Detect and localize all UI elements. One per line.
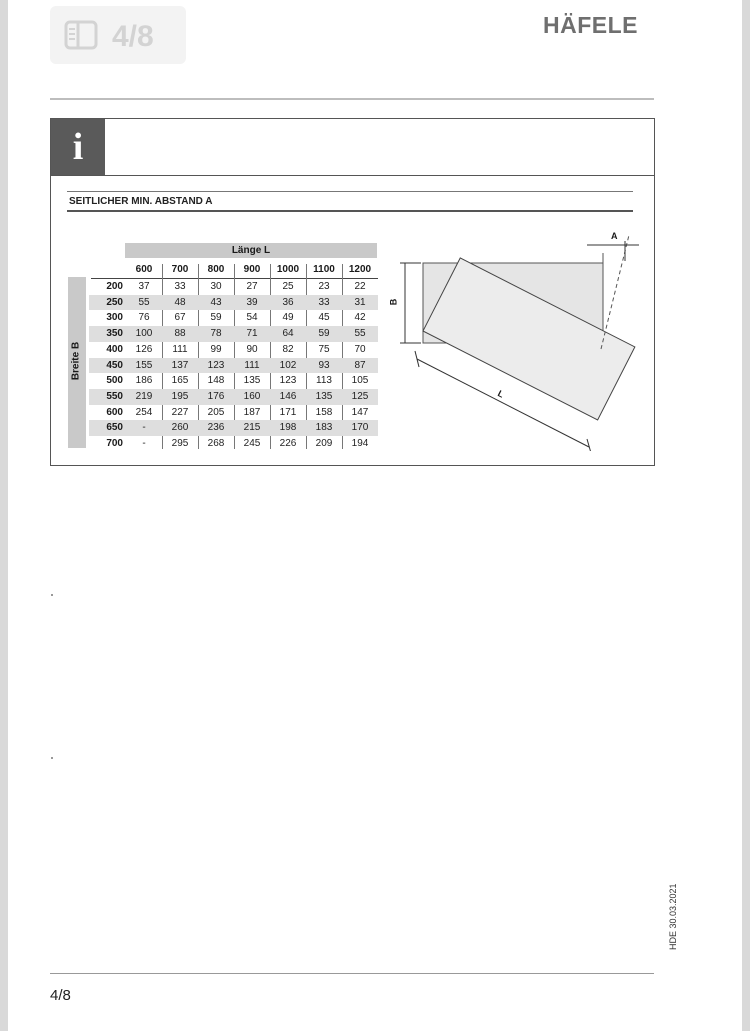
table-cell: 71	[246, 328, 258, 340]
table-cell: 64	[282, 328, 294, 340]
dimension-label-l: L	[496, 388, 506, 400]
table-cell: 194	[351, 438, 369, 449]
table-cell: 227	[171, 406, 189, 418]
table-cell: 39	[246, 296, 258, 308]
table-cell: 176	[207, 390, 225, 402]
column-header: 600	[135, 264, 153, 275]
row-label: 450	[106, 359, 123, 371]
table-row	[89, 389, 378, 405]
table-cell: 59	[318, 328, 330, 340]
table-cell: 198	[279, 422, 297, 434]
table-cell: 33	[318, 296, 330, 308]
table-cell: 55	[354, 328, 366, 340]
table-row	[89, 279, 378, 295]
table-cell: 146	[279, 390, 297, 402]
table-cell: 23	[318, 281, 330, 292]
table-cell: 195	[171, 390, 189, 402]
table-cell: 111	[172, 343, 188, 355]
table-cell: 160	[243, 390, 261, 402]
table-cell: 215	[243, 422, 261, 434]
column-header: 1200	[348, 264, 372, 275]
table-row	[89, 420, 378, 436]
table-cell: 30	[210, 281, 222, 292]
table-cell: 102	[279, 359, 297, 371]
row-label: 250	[106, 296, 123, 308]
row-label: 350	[106, 328, 123, 340]
column-header: 900	[243, 264, 261, 275]
table-cell: 155	[135, 359, 153, 371]
table-cell: 22	[354, 281, 366, 292]
pages-icon	[64, 20, 98, 50]
table-cell: 183	[315, 422, 333, 434]
page-count: 4/8	[112, 20, 154, 53]
footer-rule	[50, 973, 654, 974]
section-rule-bottom	[67, 210, 633, 212]
clearance-diagram	[391, 231, 643, 451]
column-header: 1000	[276, 264, 300, 275]
table-row	[89, 358, 378, 374]
table-cell: 99	[210, 343, 222, 355]
row-title-bar	[68, 277, 86, 448]
page-edge-right	[742, 0, 750, 1031]
table-cell: 70	[354, 343, 366, 355]
row-label: 400	[106, 343, 123, 355]
table-cell: 226	[279, 438, 297, 449]
table-cell: 33	[174, 281, 186, 292]
table-cell: 36	[282, 296, 294, 308]
column-header: 1100	[313, 264, 335, 275]
table-row	[89, 295, 378, 311]
column-header: 700	[171, 264, 189, 275]
info-box	[50, 118, 655, 466]
table-cell: 125	[351, 390, 369, 402]
info-icon: i	[51, 119, 105, 175]
page-indicator-badge[interactable]	[50, 6, 186, 64]
table-cell: 148	[207, 375, 225, 387]
table-cell: 260	[171, 422, 189, 434]
table-cell: 31	[354, 296, 366, 308]
table-cell: 254	[135, 406, 153, 418]
brand-logo: HÄFELE	[543, 12, 638, 38]
table-cell: 236	[207, 422, 225, 434]
column-header: 800	[207, 264, 225, 275]
table-cell: 105	[351, 375, 369, 387]
table-cell: 268	[207, 438, 225, 449]
table-cell: 158	[315, 406, 333, 418]
table-cell: 27	[246, 281, 258, 292]
table-cell: 187	[243, 406, 261, 418]
margin-mark	[51, 757, 53, 759]
row-label: 200	[106, 281, 123, 292]
table-row	[89, 326, 378, 342]
table-cell: 75	[318, 343, 330, 355]
table-cell: 43	[210, 296, 222, 308]
column-title: Länge L	[125, 243, 377, 258]
table-cell: 55	[138, 296, 150, 308]
table-cell: 48	[174, 296, 186, 308]
table-cell: 135	[315, 390, 333, 402]
row-label: 600	[106, 406, 123, 418]
row-title: Breite B	[70, 341, 82, 381]
table-cell: 59	[210, 312, 222, 324]
table-cell: 219	[135, 390, 153, 402]
table-cell: 93	[318, 359, 330, 371]
table-cell: 25	[282, 281, 294, 292]
dimension-label-a: A	[611, 231, 618, 241]
table-row	[89, 310, 378, 326]
dimension-label-b: B	[388, 298, 399, 306]
table-cell: 126	[135, 343, 153, 355]
table-cell: 100	[135, 328, 153, 340]
table-cell: 295	[171, 438, 189, 449]
table-cell: 137	[171, 359, 189, 371]
table-cell: 54	[246, 312, 258, 324]
table-cell: 170	[351, 422, 369, 434]
table-cell: 76	[138, 312, 150, 324]
document-date: HDE 30.03.2021	[668, 883, 678, 950]
table-cell: 78	[210, 328, 222, 340]
table-cell: 45	[318, 312, 330, 324]
section-title: SEITLICHER MIN. ABSTAND A	[69, 196, 213, 207]
header-rule	[50, 98, 654, 100]
table-cell: 205	[207, 406, 225, 418]
table-cell: 42	[354, 312, 366, 324]
table-row	[89, 342, 378, 358]
table-cell: 186	[135, 375, 153, 387]
table-cell: 123	[207, 359, 225, 371]
table-cell: 123	[279, 375, 297, 387]
table-cell: 113	[316, 375, 332, 387]
page-edge-left	[0, 0, 8, 1031]
margin-mark	[51, 594, 53, 596]
row-label: 700	[106, 438, 123, 449]
row-label: 650	[106, 422, 123, 434]
table-row	[89, 373, 378, 389]
info-header-divider	[105, 175, 654, 176]
info-header-divider-left	[51, 175, 105, 176]
table-cell: 87	[354, 359, 366, 371]
table-cell: 135	[243, 375, 261, 387]
table-cell: 88	[174, 328, 186, 340]
table-cell: 245	[243, 438, 261, 449]
table-cell: -	[142, 422, 146, 434]
footer-page-number: 4/8	[50, 987, 71, 1004]
table-cell: 111	[244, 359, 260, 371]
row-label: 300	[106, 312, 123, 324]
table-cell: 37	[138, 281, 150, 292]
table-row	[89, 405, 378, 421]
table-row	[89, 436, 378, 452]
section-rule-top	[67, 191, 633, 192]
row-label: 500	[106, 375, 123, 387]
table-cell: 171	[279, 406, 297, 418]
table-cell: 147	[351, 406, 369, 418]
table-cell: 90	[246, 343, 258, 355]
row-label: 550	[106, 390, 123, 402]
table-cell: 49	[282, 312, 294, 324]
table-cell: 82	[282, 343, 294, 355]
table-cell: 165	[171, 375, 189, 387]
table-cell: -	[142, 438, 146, 449]
table-cell: 67	[174, 312, 186, 324]
table-cell: 209	[315, 438, 333, 449]
